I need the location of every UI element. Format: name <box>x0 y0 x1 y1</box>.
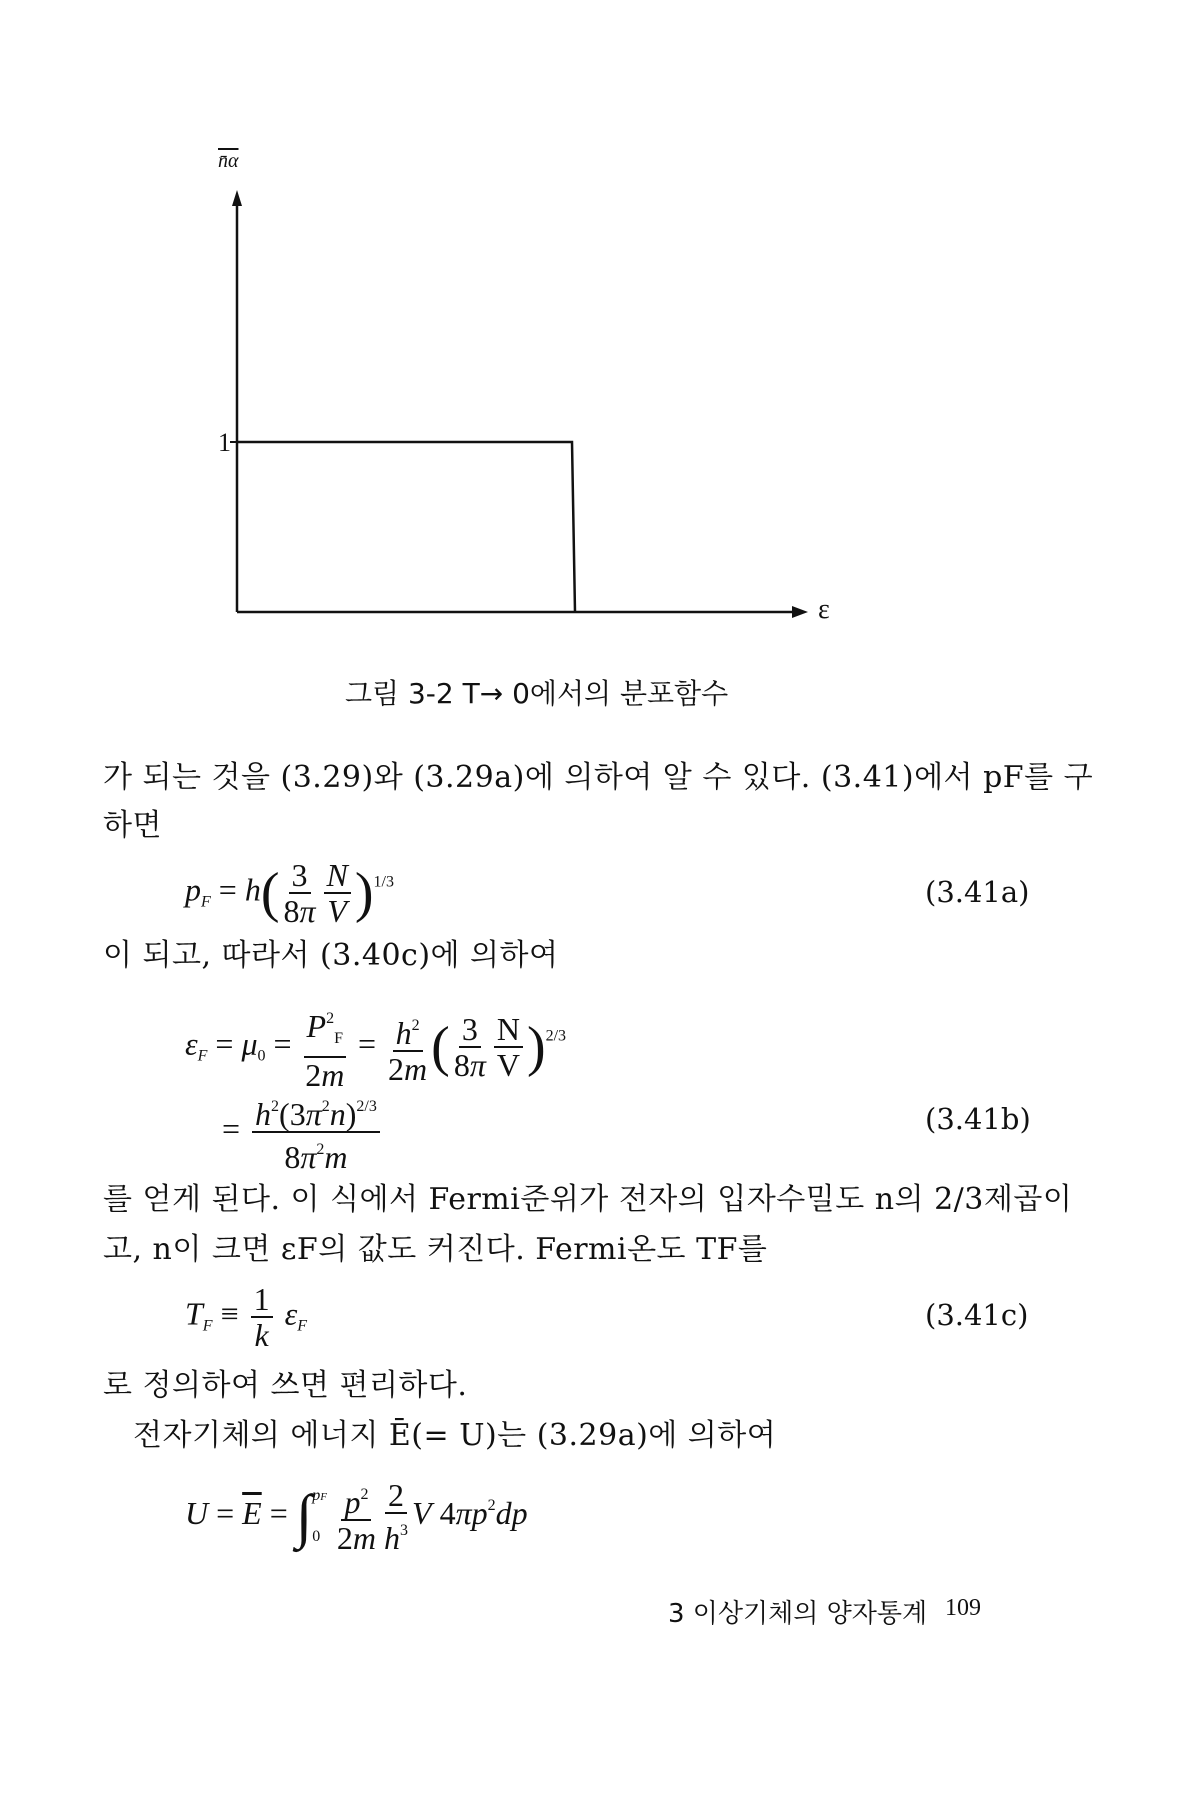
paragraph-4: 로 정의하여 쓰면 편리하다. <box>103 1368 468 1403</box>
paragraph-3-line-1: 를 얻게 된다. 이 식에서 Fermi준위가 전자의 입자수밀도 n의 2/3제곱이 <box>103 1182 1073 1217</box>
energy-integral-equation: $U = \overline{E}$ = ∫ pF 0 $\frac{p^2}{2m}$ $\frac{2}{h^3}$ V $4\pi p^2dp$ <box>185 1477 528 1556</box>
equation-3-41b-line-1: $\varepsilon_F = \mu_0$ = $\frac{P^2_F}{2m}$ = $\frac{h^2}{2m}$ ( $\frac{3}{8\pi}$ $\frac{N}{V}$ )$^{2/3}$ <box>185 1002 566 1092</box>
equation-3-41c: $T_F$ ≡ $\frac{1}{k}$ $\varepsilon_F$ <box>185 1281 308 1353</box>
x-axis-arrow <box>792 606 808 618</box>
equation-3-41a: $p_F = h$( $\frac{3}{8\pi}$ $\frac{N}{V}$ )$^{1/3}$ <box>185 857 394 929</box>
paragraph-2: 이 되고, 따라서 (3.40c)에 의하여 <box>103 938 559 973</box>
step-function-curve <box>237 442 575 612</box>
y-tick-label: 1 <box>218 428 231 457</box>
page-number: 109 <box>945 1595 981 1621</box>
equation-number-3-41a: (3.41a) <box>925 875 1030 909</box>
figure-caption: 그림 3-2 T→ 0에서의 분포함수 <box>345 677 729 710</box>
x-axis-label: ε <box>818 594 830 625</box>
equation-number-3-41b: (3.41b) <box>925 1102 1031 1136</box>
paragraph-5: 전자기체의 에너지 Ē(= U)는 (3.29a)에 의하여 <box>133 1418 777 1453</box>
distribution-figure <box>0 0 1200 640</box>
y-axis-label: n̄α <box>218 150 239 172</box>
paragraph-3-line-2: 고, n이 크면 εF의 값도 커진다. Fermi온도 TF를 <box>103 1232 768 1267</box>
chapter-footer: 3 이상기체의 양자통계 <box>668 1599 928 1629</box>
paragraph-1-line-1: 가 되는 것을 (3.29)와 (3.29a)에 의하여 알 수 있다. (3.41)에서 pF를 구 <box>103 760 1094 795</box>
y-axis-arrow <box>232 190 242 206</box>
equation-3-41b-line-2: = $\frac{h^2(3\pi^2n)^{2/3}}{8\pi^2m}$ <box>222 1090 384 1174</box>
paragraph-1-line-2: 하면 <box>103 808 162 843</box>
equation-number-3-41c: (3.41c) <box>925 1298 1029 1332</box>
